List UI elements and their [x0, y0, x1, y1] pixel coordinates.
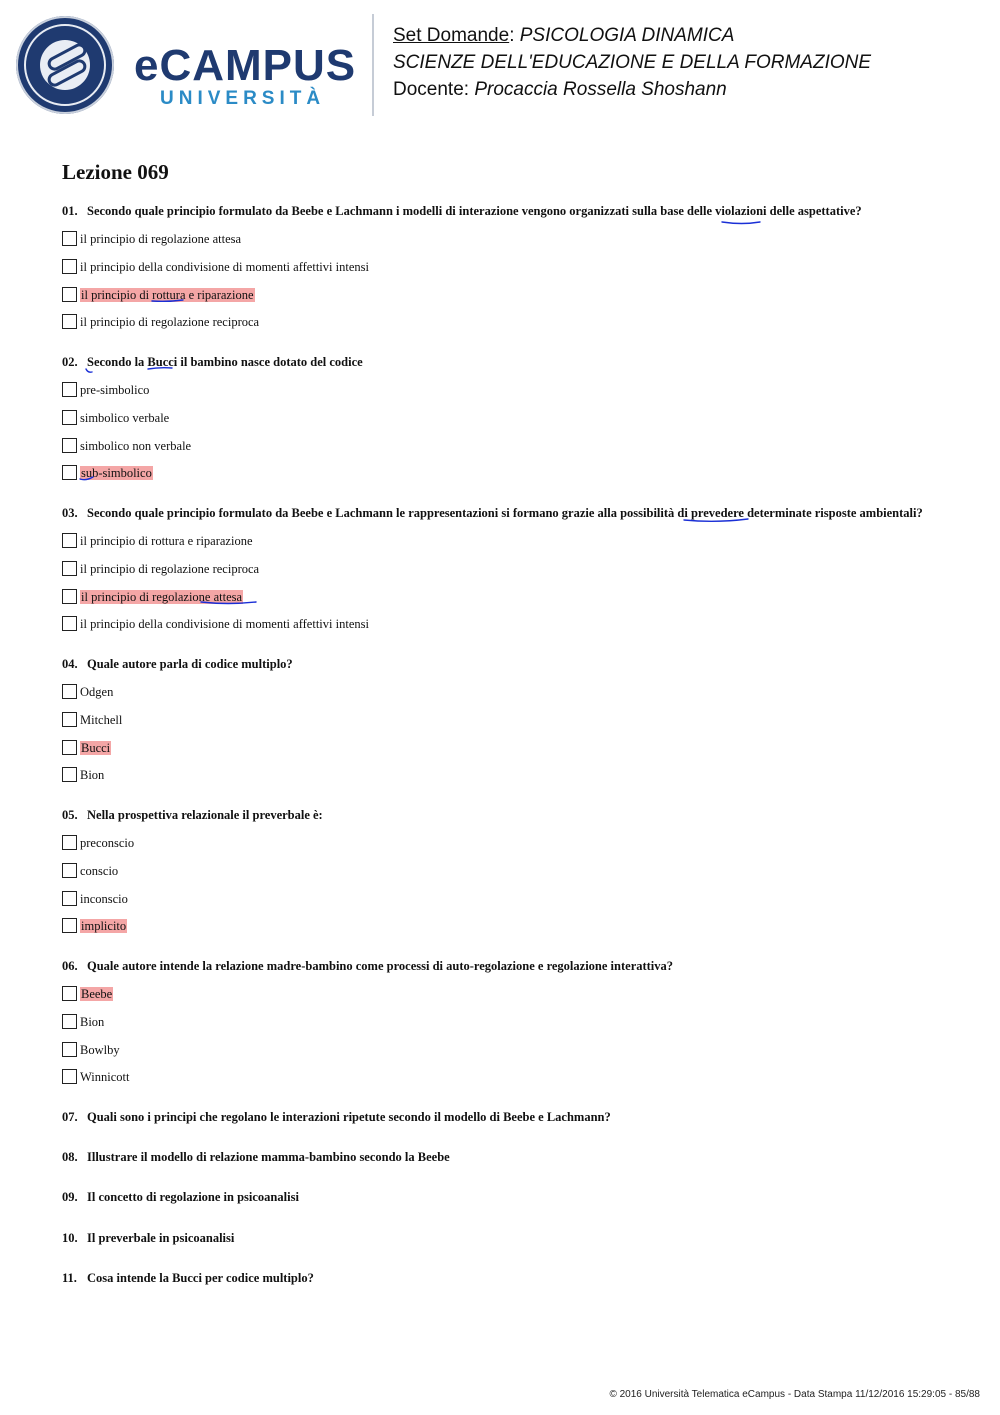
question-number: 06.: [62, 959, 78, 973]
docente-name: Procaccia Rossella Shoshann: [474, 79, 727, 100]
question-text: Secondo quale principio formulato da Beebe e Lachmann i modelli di interazione vengono organizzati sulla base delle violazioni delle aspettative?: [87, 204, 862, 218]
answer-label: il principio della condivisione di momenti affettivi intensi: [80, 617, 369, 631]
answer-label: il principio di regolazione reciproca: [80, 315, 260, 329]
page-footer: © 2016 Università Telematica eCampus - Data Stampa 11/12/2016 15:29:05 - 85/88: [609, 1389, 980, 1400]
question-number: 10.: [62, 1231, 78, 1245]
set-label: Set Domande: [393, 25, 510, 46]
answer-label: il principio di regolazione attesa: [80, 232, 242, 246]
answer-label: il principio della condivisione di momenti affettivi intensi: [80, 260, 369, 274]
answer-label: simbolico verbale: [80, 411, 170, 425]
answer-label-highlighted: il principio di rottura e riparazione: [81, 288, 254, 302]
question-number: 07.: [62, 1110, 78, 1124]
question-number: 01.: [62, 204, 78, 218]
course-name: PSICOLOGIA DINAMICA: [519, 25, 735, 46]
answer-label-highlighted: sub-simbolico: [81, 466, 152, 480]
brand-subtitle: UNIVERSITÀ: [160, 88, 326, 109]
question-number: 02.: [62, 355, 78, 369]
answer-label: pre-simbolico: [80, 383, 150, 397]
question-number: 04.: [62, 657, 78, 671]
ink-underline-rottura: [152, 300, 183, 301]
answer-label: simbolico non verbale: [80, 439, 192, 453]
question-number: 11.: [62, 1271, 77, 1285]
answer-label: Mitchell: [80, 713, 123, 727]
question-number: 08.: [62, 1150, 78, 1164]
answer-label-highlighted: il principio di regolazione attesa: [81, 590, 243, 604]
answer-label-highlighted: implicito: [81, 919, 127, 933]
answer-label: conscio: [80, 864, 119, 878]
question-text: Illustrare il modello di relazione mamma-bambino secondo la Beebe: [87, 1150, 450, 1164]
degree-name: SCIENZE DELL'EDUCAZIONE E DELLA FORMAZIONE: [393, 52, 872, 73]
course-meta: Set Domande: PSICOLOGIA DINAMICA SCIENZE DELL'EDUCAZIONE E DELLA FORMAZIONE Docente: Procaccia Rossella Shoshann: [393, 25, 872, 100]
answer-label: preconscio: [80, 836, 135, 850]
docente-label: Docente:: [393, 79, 470, 100]
question-text: Quale autore parla di codice multiplo?: [87, 657, 293, 671]
question-text: Nella prospettiva relazionale il preverbale è:: [87, 808, 323, 822]
question-number: 05.: [62, 808, 78, 822]
ink-underline-prevedere: [684, 519, 748, 521]
answer-label: il principio di regolazione reciproca: [80, 562, 260, 576]
question-text: Il concetto di regolazione in psicoanalisi: [87, 1190, 299, 1204]
answer-label: Bowlby: [80, 1043, 120, 1057]
question-number: 03.: [62, 506, 78, 520]
answer-label-highlighted: Bucci: [81, 741, 111, 755]
answer-label: Winnicott: [80, 1070, 130, 1084]
question-text: Quali sono i principi che regolano le interazioni ripetute secondo il modello di Beebe e Lachmann?: [87, 1110, 611, 1124]
question-number: 09.: [62, 1190, 78, 1204]
answer-label: il principio di rottura e riparazione: [80, 534, 253, 548]
ink-underline-bucci: [148, 368, 172, 369]
ink-mark-secondo: [86, 369, 92, 372]
answer-label: Bion: [80, 768, 105, 782]
ink-underline-violazioni: [722, 222, 760, 224]
ink-mark-subsimbolico: [80, 477, 93, 480]
answer-label: inconscio: [80, 892, 128, 906]
question-text: Cosa intende la Bucci per codice multiplo?: [87, 1271, 314, 1285]
ink-underline-regolazione-attesa: [201, 602, 256, 604]
answer-label-highlighted: Beebe: [81, 987, 113, 1001]
answer-label: Bion: [80, 1015, 105, 1029]
brand-wordmark: eCAMPUS: [134, 41, 357, 90]
answer-label: Odgen: [80, 685, 114, 699]
question-text: Secondo quale principio formulato da Beebe e Lachmann le rappresentazioni si formano grazie alla possibilità di prevedere determinate risposte ambientali?: [87, 506, 923, 520]
question-text: Il preverbale in psicoanalisi: [87, 1231, 235, 1245]
lesson-title: Lezione 069: [62, 160, 169, 184]
question-text: Secondo la Bucci il bambino nasce dotato del codice: [87, 355, 363, 369]
question-text: Quale autore intende la relazione madre-bambino come processi di auto-regolazione e regolazione interattiva?: [87, 959, 674, 973]
